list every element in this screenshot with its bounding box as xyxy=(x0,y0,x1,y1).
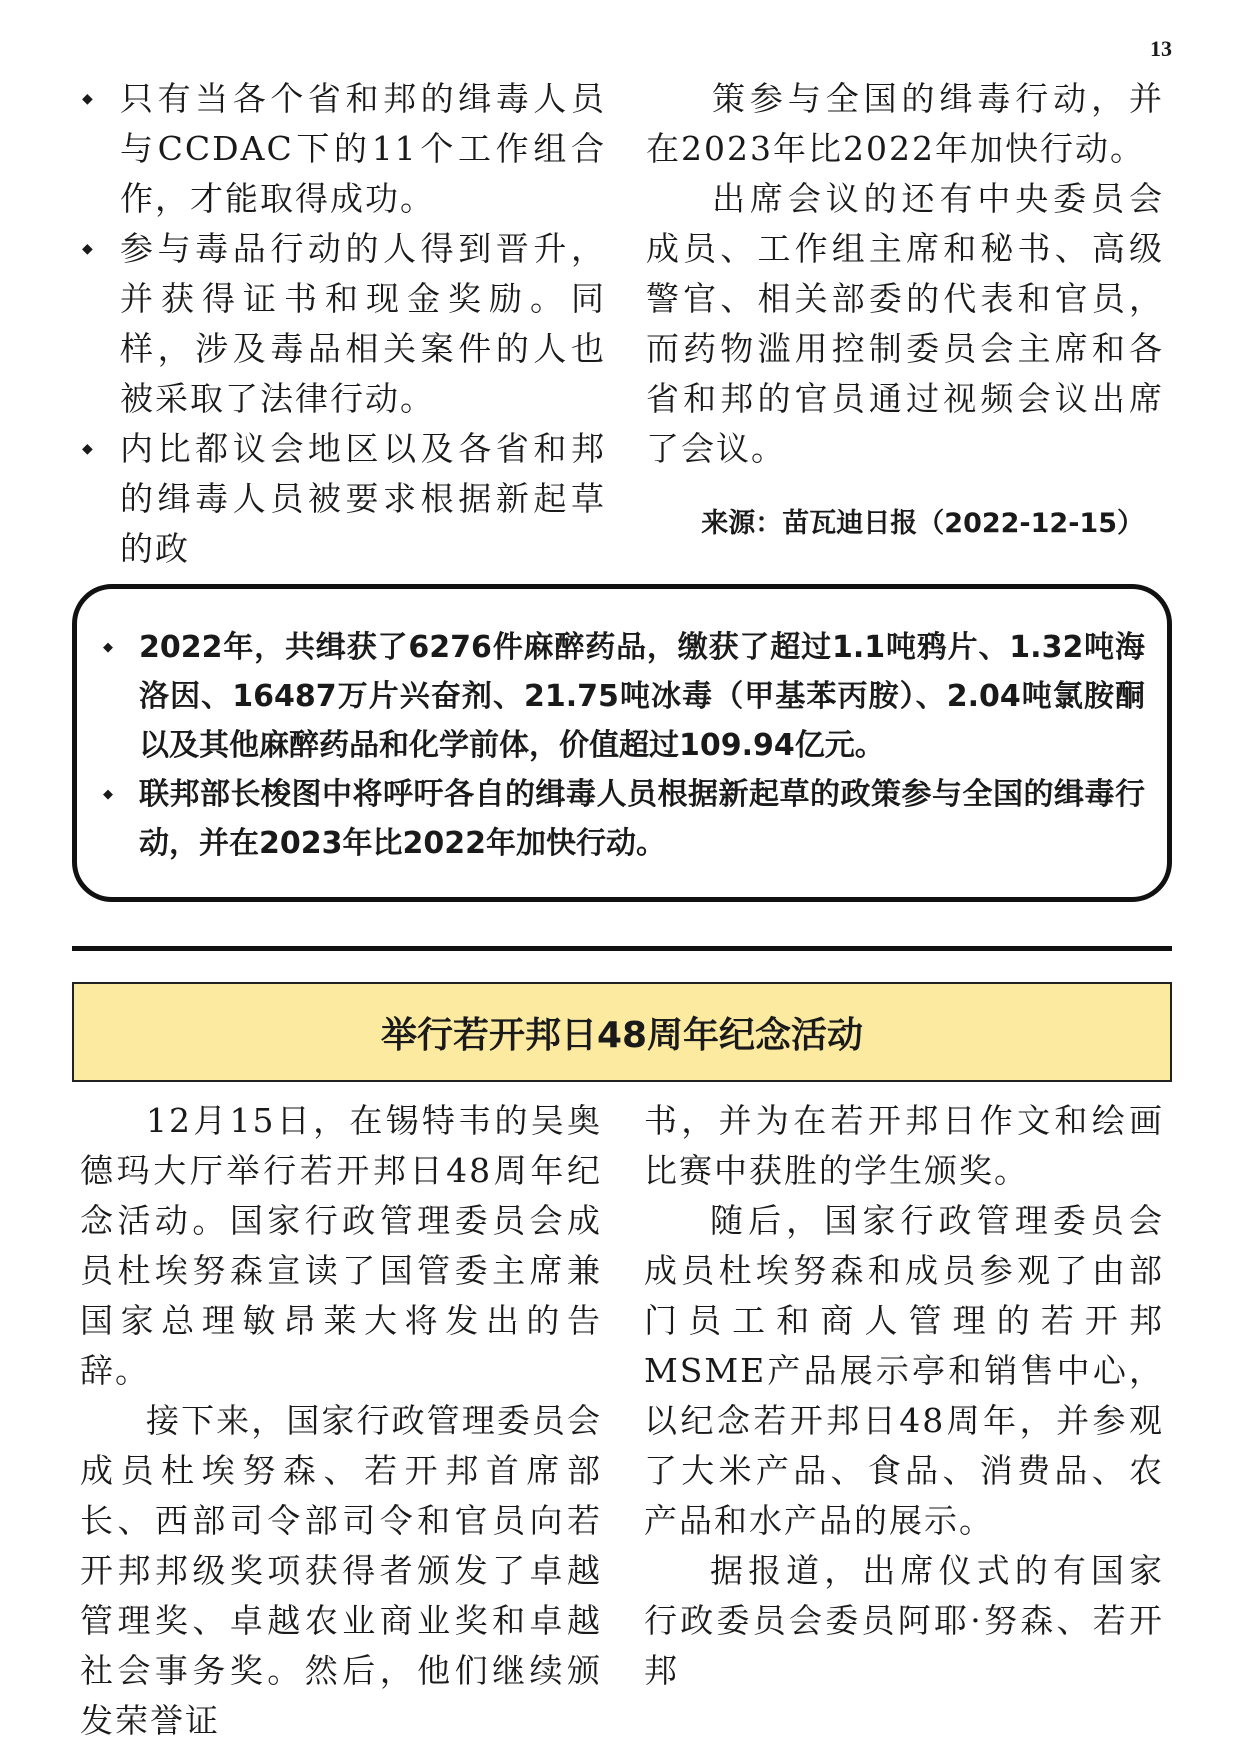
top-left-column xyxy=(78,74,606,574)
paragraph: 随后，国家行政管理委员会成员杜埃努森和成员参观了由部门员工和商人管理的若开邦MSME产品展示亭和销售中心，以纪念若开邦日48周年，并参观了大米产品、食品、消费品、农产品和水产品的展示。 xyxy=(644,1201,1164,1540)
paragraph: 策参与全国的缉毒行动，并在2023年比2022年加快行动。 xyxy=(646,79,1164,168)
list-item: ◆ 内比都议会地区以及各省和邦的缉毒人员被要求根据新起草的政 xyxy=(78,424,606,574)
paragraph: 接下来，国家行政管理委员会成员杜埃努森、若开邦首席部长、西部司令部司令和官员向若开邦邦级奖项获得者颁发了卓越管理奖、卓越农业商业奖和卓越社会事务奖。然后，他们继续颁发荣誉证 xyxy=(80,1401,602,1740)
paragraph: 书，并为在若开邦日作文和绘画比赛中获胜的学生颁奖。 xyxy=(644,1101,1164,1190)
article-right-column xyxy=(644,1096,1164,1696)
highlight-bullet-list xyxy=(99,623,1145,868)
section-divider xyxy=(72,946,1172,951)
page-number: 13 xyxy=(1150,36,1172,61)
list-item: ◆ 参与毒品行动的人得到晋升，并获得证书和现金奖励。同样，涉及毒品相关案件的人也被采取了法律行动。 xyxy=(78,224,606,424)
list-item: ◆ 只有当各个省和邦的缉毒人员与CCDAC下的11个工作组合作，才能取得成功。 xyxy=(78,74,606,224)
list-item: ◆ 2022年，共缉获了6276件麻醉药品，缴获了超过1.1吨鸦片、1.32吨海洛因、16487万片兴奋剂、21.75吨冰毒（甲基苯丙胺）、2.04吨氯胺酮以及其他麻醉药品和化学前体，价值超过109.94亿元。 xyxy=(99,623,1145,770)
list-item: ◆ 联邦部长梭图中将呼吁各自的缉毒人员根据新起草的政策参与全国的缉毒行动，并在2023年比2022年加快行动。 xyxy=(99,770,1145,868)
paragraph: 据报道，出席仪式的有国家行政委员会委员阿耶·努森、若开邦 xyxy=(644,1551,1164,1690)
paragraph: 12月15日，在锡特韦的吴奥德玛大厅举行若开邦日48周年纪念活动。国家行政管理委员会成员杜埃努森宣读了国管委主席兼国家总理敏昂莱大将发出的告辞。 xyxy=(80,1101,602,1390)
paragraph: 出席会议的还有中央委员会成员、工作组主席和秘书、高级警官、相关部委的代表和官员，而药物滥用控制委员会主席和各省和邦的官员通过视频会议出席了会议。 xyxy=(646,179,1164,468)
source-line: 来源：苗瓦迪日报（2022-12-15） xyxy=(701,508,1144,539)
top-right-column xyxy=(646,74,1164,544)
article-left-column xyxy=(80,1096,602,1746)
top-bullet-list xyxy=(78,74,606,574)
article-title: 举行若开邦日48周年纪念活动 xyxy=(72,982,1172,1082)
highlight-box xyxy=(72,584,1172,902)
